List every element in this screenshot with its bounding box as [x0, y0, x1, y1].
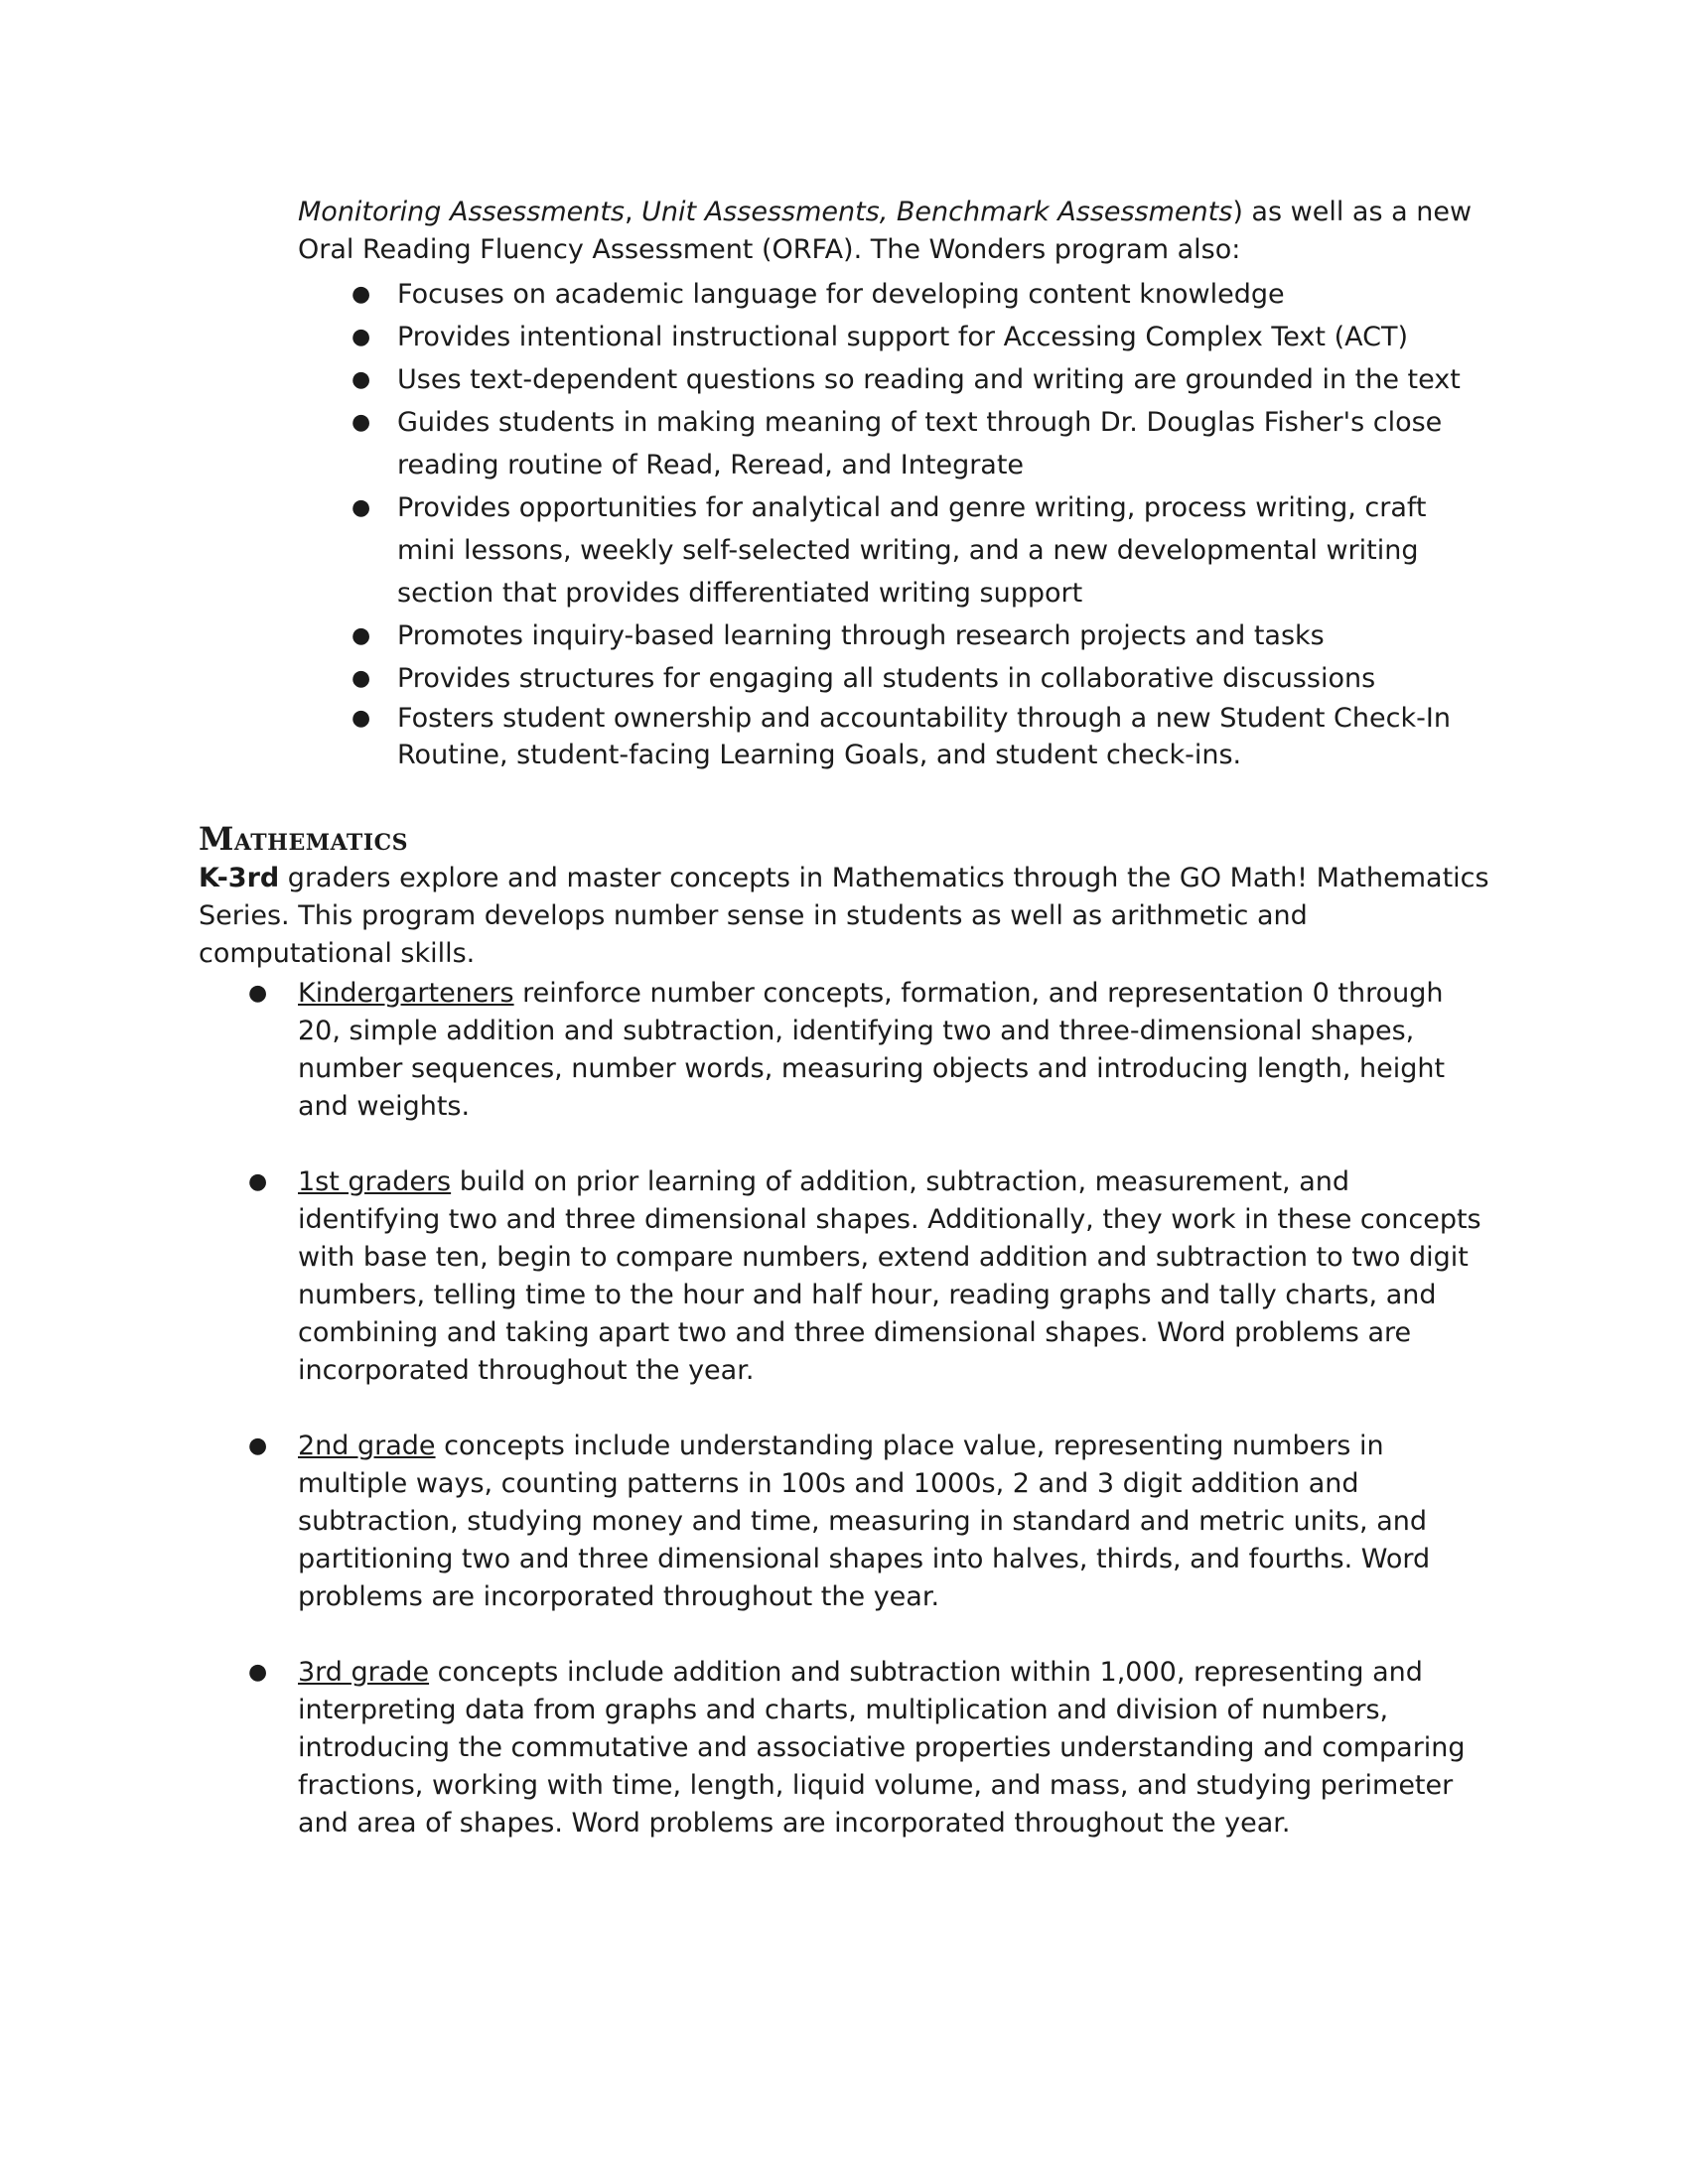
list-item-text: concepts include addition and subtraction within 1,000, representing and interpreting data from graphs and charts, multiplication and division of numbers, introducing the commutative and associative properties understanding and comparing fractions, working with time, length, liquid volume, and mass, and studying perimeter and area of shapes. Word problems are incorporated throughout the year. — [298, 1657, 1466, 1839]
math-intro-paragraph — [199, 860, 1489, 973]
bullet-icon: ● — [248, 1433, 268, 1458]
list-item — [298, 700, 1489, 773]
list-item — [298, 358, 1489, 401]
list-item-text: concepts include understanding place value, representing numbers in multiple ways, counting patterns in 100s and 1000s, 2 and 3 digit addition and subtraction, studying money and time, measuring in standard and metric units, and partitioning two and three dimensional shapes into halves, thirds, and fourths. Word problems are incorporated throughout the year. — [298, 1431, 1431, 1612]
paragraph-text: graders explore and master concepts in Mathematics through the GO Math! Mathematics Series. This program develops number sense in students as well as arithmetic and computational skills. — [199, 863, 1489, 969]
list-item — [199, 1163, 1489, 1390]
list-item-text: Uses text-dependent questions so reading and writing are grounded in the text — [397, 364, 1461, 395]
bullet-icon: ● — [352, 706, 371, 731]
list-item — [298, 486, 1489, 614]
list-item-text: Guides students in making meaning of text through Dr. Douglas Fisher's close reading routine of Read, Reread, and Integrate — [397, 407, 1443, 480]
bullet-icon: ● — [352, 623, 371, 648]
list-item-text: Provides opportunities for analytical and genre writing, process writing, craft mini lessons, weekly self-selected writing, and a new developmental writing section that provides differentiated writing support — [397, 492, 1427, 609]
grade-range: K-3rd — [199, 863, 280, 893]
wonders-feature-list — [298, 273, 1489, 773]
list-item-text: Fosters student ownership and accountability through a new Student Check-In Routine, student-facing Learning Goals, and student check-ins. — [397, 703, 1451, 770]
continuation-paragraph — [298, 194, 1489, 269]
paragraph-text: ) as well as a new Oral Reading Fluency Assessment (ORFA). The Wonders program also: — [298, 197, 1473, 265]
list-item-text: Promotes inquiry-based learning through research projects and tasks — [397, 620, 1325, 651]
bullet-icon: ● — [352, 367, 371, 392]
list-item — [199, 975, 1489, 1126]
list-item-text: reinforce number concepts, formation, and representation 0 through 20, simple addition and subtraction, identifying two and three-dimensional shapes, number sequences, number words, measuring objects and introducing length, height and weights. — [298, 978, 1446, 1122]
list-item — [199, 1654, 1489, 1843]
bullet-icon: ● — [248, 1660, 268, 1685]
bullet-icon: ● — [248, 1169, 268, 1194]
bullet-icon: ● — [352, 495, 371, 520]
list-item-text: Provides intentional instructional support for Accessing Complex Text (ACT) — [397, 322, 1408, 352]
grade-label: 1st graders — [298, 1166, 452, 1197]
bullet-icon: ● — [352, 410, 371, 435]
bullet-icon: ● — [352, 325, 371, 349]
list-item — [298, 273, 1489, 316]
list-item — [298, 614, 1489, 657]
section-heading-mathematics: Mathematics — [199, 820, 408, 858]
italic-term: Monitoring Assessments — [298, 197, 625, 227]
bullet-icon: ● — [352, 282, 371, 307]
bullet-icon: ● — [352, 666, 371, 691]
bullet-icon: ● — [248, 981, 268, 1006]
italic-term: Unit Assessments, Benchmark Assessments — [641, 197, 1233, 227]
grade-label: 2nd grade — [298, 1431, 436, 1461]
separator: , — [625, 197, 642, 227]
list-item-text: Focuses on academic language for developing content knowledge — [397, 279, 1285, 310]
list-item — [298, 401, 1489, 486]
list-item-text: build on prior learning of addition, subtraction, measurement, and identifying two and three dimensional shapes. Additionally, they work in these concepts with base ten, begin to compare numbers, extend addition and subtraction to two digit numbers, telling time to the hour and half hour, reading graphs and tally charts, and combining and taking apart two and three dimensional shapes. Word problems are incorporated throughout the year. — [298, 1166, 1481, 1386]
list-item — [298, 316, 1489, 358]
list-item — [199, 1428, 1489, 1616]
math-grade-list — [199, 975, 1489, 1880]
list-item-text: Provides structures for engaging all students in collaborative discussions — [397, 663, 1376, 694]
grade-label: Kindergarteners — [298, 978, 514, 1009]
grade-label: 3rd grade — [298, 1657, 430, 1688]
list-item — [298, 657, 1489, 700]
